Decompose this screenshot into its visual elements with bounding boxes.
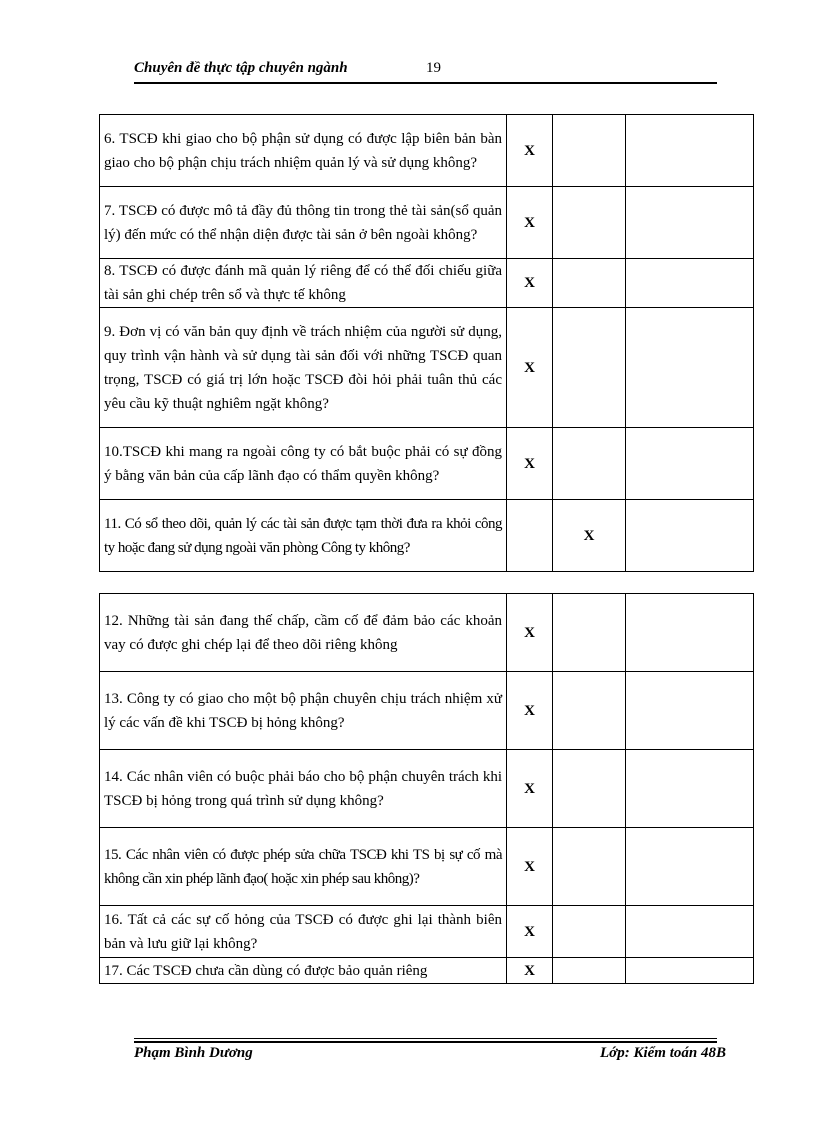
note-cell — [626, 672, 754, 750]
footer-author: Phạm Bình Dương — [134, 1045, 253, 1061]
note-cell — [626, 958, 754, 984]
no-mark-cell — [553, 115, 626, 187]
table-row — [100, 594, 754, 672]
question-cell: 9. Đơn vị có văn bản quy định về trách nhiệm của người sử dụng, quy trình vận hành và sử dụng tài sản đối với những TSCĐ quan trọng, TSCĐ có giá trị lớn hoặc TSCĐ đòi hỏi phải tuân thủ các yêu cầu kỹ thuật nghiêm ngặt không? — [100, 308, 507, 428]
yes-mark-cell: X — [507, 187, 553, 259]
yes-mark-cell: X — [507, 750, 553, 828]
note-cell — [626, 750, 754, 828]
no-mark-cell — [553, 308, 626, 428]
note-cell — [626, 187, 754, 259]
yes-mark-cell: X — [507, 958, 553, 984]
question-cell: 13. Công ty có giao cho một bộ phận chuyên chịu trách nhiệm xử lý các vấn đề khi TSCĐ bị hỏng không? — [100, 672, 507, 750]
no-mark-cell — [553, 187, 626, 259]
no-mark-cell — [553, 958, 626, 984]
note-cell — [626, 594, 754, 672]
yes-mark-cell: X — [507, 906, 553, 958]
no-mark-cell: X — [553, 500, 626, 572]
questionnaire-table-2 — [99, 593, 754, 984]
table-row — [100, 259, 754, 308]
no-mark-cell — [553, 828, 626, 906]
table-row — [100, 828, 754, 906]
footer-divider — [134, 1038, 717, 1039]
note-cell — [626, 115, 754, 187]
table-row — [100, 958, 754, 984]
page-header — [134, 60, 717, 84]
note-cell — [626, 906, 754, 958]
table-row — [100, 187, 754, 259]
footer-divider — [134, 1041, 717, 1043]
no-mark-cell — [553, 750, 626, 828]
table-row — [100, 308, 754, 428]
question-cell: 15. Các nhân viên có được phép sửa chữa TSCĐ khi TS bị sự cố mà không cần xin phép lãnh đạo( hoặc xin phép sau không)? — [100, 828, 507, 906]
question-cell: 16. Tất cả các sự cố hỏng của TSCĐ có được ghi lại thành biên bản và lưu giữ lại không? — [100, 906, 507, 958]
yes-mark-cell: X — [507, 115, 553, 187]
note-cell — [626, 308, 754, 428]
note-cell — [626, 500, 754, 572]
note-cell — [626, 828, 754, 906]
table-row — [100, 428, 754, 500]
question-cell: 14. Các nhân viên có buộc phải báo cho bộ phận chuyên trách khi TSCĐ bị hỏng trong quá trình sử dụng không? — [100, 750, 507, 828]
questionnaire-table-1 — [99, 114, 754, 572]
no-mark-cell — [553, 672, 626, 750]
yes-mark-cell — [507, 500, 553, 572]
question-cell: 8. TSCĐ có được đánh mã quản lý riêng để có thể đối chiếu giữa tài sản ghi chép trên sổ và thực tế không — [100, 259, 507, 308]
yes-mark-cell: X — [507, 428, 553, 500]
no-mark-cell — [553, 906, 626, 958]
table-row — [100, 500, 754, 572]
no-mark-cell — [553, 594, 626, 672]
question-cell: 11. Có sổ theo dõi, quản lý các tài sản được tạm thời đưa ra khỏi công ty hoặc đang sử dụng ngoài văn phòng Công ty không? — [100, 500, 507, 572]
question-cell: 7. TSCĐ có được mô tả đầy đủ thông tin trong thẻ tài sản(sổ quản lý) đến mức có thể nhận diện được tài sản ở bên ngoài không? — [100, 187, 507, 259]
yes-mark-cell: X — [507, 828, 553, 906]
yes-mark-cell: X — [507, 672, 553, 750]
table-row — [100, 115, 754, 187]
table-row — [100, 906, 754, 958]
note-cell — [626, 259, 754, 308]
no-mark-cell — [553, 428, 626, 500]
question-cell: 6. TSCĐ khi giao cho bộ phận sử dụng có được lập biên bản bàn giao cho bộ phận chịu trách nhiệm quản lý và sử dụng không? — [100, 115, 507, 187]
yes-mark-cell: X — [507, 259, 553, 308]
document-title: Chuyên đề thực tập chuyên ngành — [134, 60, 348, 76]
table-row — [100, 750, 754, 828]
yes-mark-cell: X — [507, 594, 553, 672]
question-cell: 12. Những tài sản đang thế chấp, cầm cố để đảm bảo các khoản vay có được ghi chép lại để theo dõi riêng không — [100, 594, 507, 672]
no-mark-cell — [553, 259, 626, 308]
footer-class: Lớp: Kiểm toán 48B — [600, 1045, 726, 1061]
table-row — [100, 672, 754, 750]
question-cell: 17. Các TSCĐ chưa cần dùng có được bảo quản riêng — [100, 958, 507, 984]
yes-mark-cell: X — [507, 308, 553, 428]
question-cell: 10.TSCĐ khi mang ra ngoài công ty có bắt buộc phải có sự đồng ý bằng văn bản của cấp lãnh đạo có thẩm quyền không? — [100, 428, 507, 500]
note-cell — [626, 428, 754, 500]
page-number: 19 — [426, 60, 441, 76]
